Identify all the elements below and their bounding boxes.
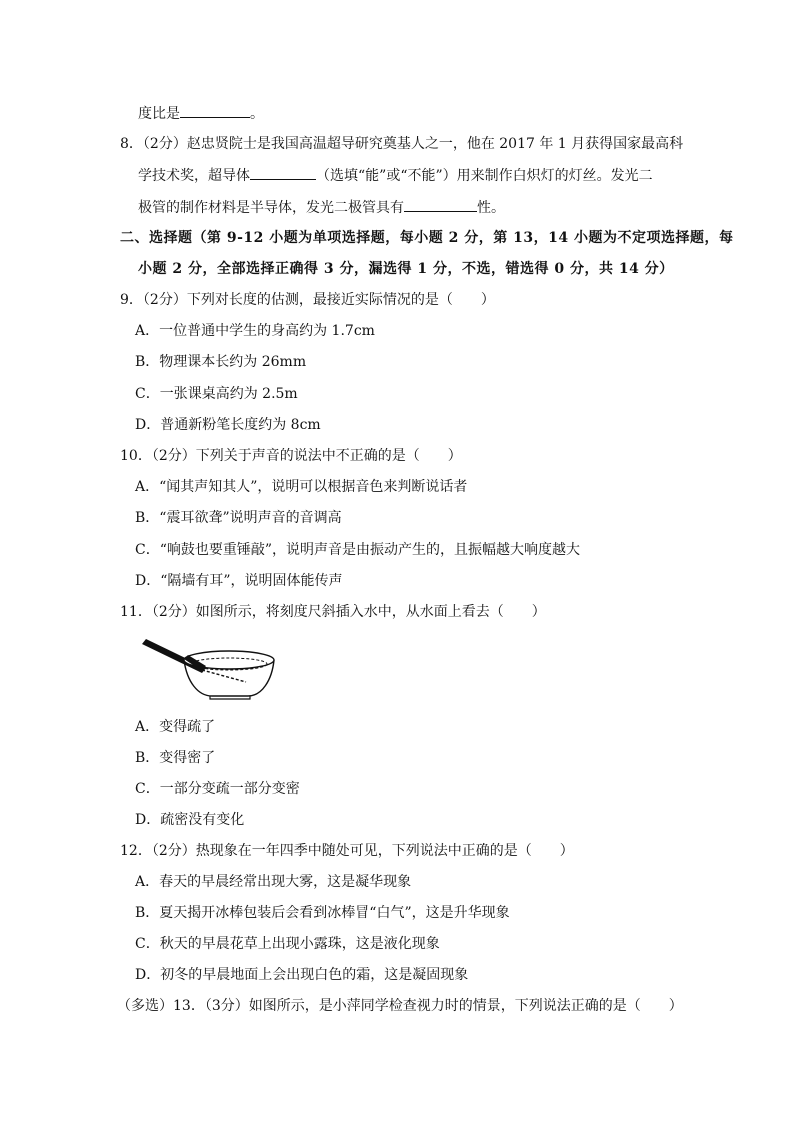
ruler-in-bowl-figure <box>140 636 280 704</box>
q8-line-1: 8．（2分）赵忠贤院士是我国高温超导研究奠基人之一，他在 2017 年 1 月获得国家最高科 <box>120 136 684 152</box>
answer-blank[interactable] <box>404 197 477 212</box>
q12-option-d[interactable]: D．初冬的早晨地面上会出现白色的霜，这是凝固现象 <box>135 967 469 983</box>
q12-option-c[interactable]: C．秋天的早晨花草上出现小露珠，这是液化现象 <box>135 936 440 952</box>
q13-stem: （多选）13．（3分）如图所示，是小萍同学检查视力时的情景，下列说法正确的是（ ） <box>117 998 683 1014</box>
q11-option-a[interactable]: A．变得疏了 <box>135 719 216 735</box>
q9-option-d[interactable]: D．普通新粉笔长度约为 8cm <box>135 417 321 433</box>
section-heading-line-1: 二、选择题（第 9-12 小题为单项选择题，每小题 2 分，第 13，14 小题为不定项选择题，每 <box>120 230 734 246</box>
section-heading-line-2: 小题 2 分，全部选择正确得 3 分，漏选得 1 分，不选，错选得 0 分，共 14 分） <box>138 261 674 277</box>
q12-option-b[interactable]: B．夏天揭开冰棒包装后会看到冰棒冒“白气”，这是升华现象 <box>135 905 510 921</box>
q10-option-b[interactable]: B．“震耳欲聋”说明声音的音调高 <box>135 510 342 526</box>
q9-option-b[interactable]: B．物理课本长约为 26mm <box>135 354 307 370</box>
q12-stem: 12．（2分）热现象在一年四季中随处可见，下列说法中正确的是（ ） <box>120 843 574 859</box>
answer-blank[interactable] <box>180 103 250 118</box>
q10-option-d[interactable]: D．“隔墙有耳”，说明固体能传声 <box>135 573 343 589</box>
q9-option-a[interactable]: A．一位普通中学生的身高约为 1.7cm <box>135 323 375 339</box>
q10-stem: 10．（2分）下列关于声音的说法中不正确的是（ ） <box>120 448 462 464</box>
q9-stem: 9．（2分）下列对长度的估测，最接近实际情况的是（ ） <box>120 292 495 308</box>
q12-option-a[interactable]: A．春天的早晨经常出现大雾，这是凝华现象 <box>135 874 412 890</box>
q10-option-c[interactable]: C．“响鼓也要重锤敲”，说明声音是由振动产生的，且振幅越大响度越大 <box>135 542 581 558</box>
q11-option-b[interactable]: B．变得密了 <box>135 750 216 766</box>
q8-line-2: 学技术奖，超导体 （选填“能”或“不能”）用来制作白炽灯的灯丝。发光二 <box>138 165 653 186</box>
q9-option-c[interactable]: C．一张课桌高约为 2.5m <box>135 386 298 402</box>
q10-option-a[interactable]: A．“闻其声知其人”，说明可以根据音色来判断说话者 <box>135 479 468 495</box>
q11-stem: 11．（2分）如图所示，将刻度尺斜插入水中，从水面上看去（ ） <box>120 604 546 620</box>
q11-option-d[interactable]: D．疏密没有变化 <box>135 812 245 828</box>
q8-line-3: 极管的制作材料是半导体，发光二极管具有 性。 <box>138 197 505 218</box>
answer-blank[interactable] <box>250 165 316 180</box>
q7-continuation: 度比是 。 <box>138 103 264 124</box>
q11-option-c[interactable]: C．一部分变疏一部分变密 <box>135 781 300 797</box>
ruler-in-bowl-icon <box>140 636 280 700</box>
